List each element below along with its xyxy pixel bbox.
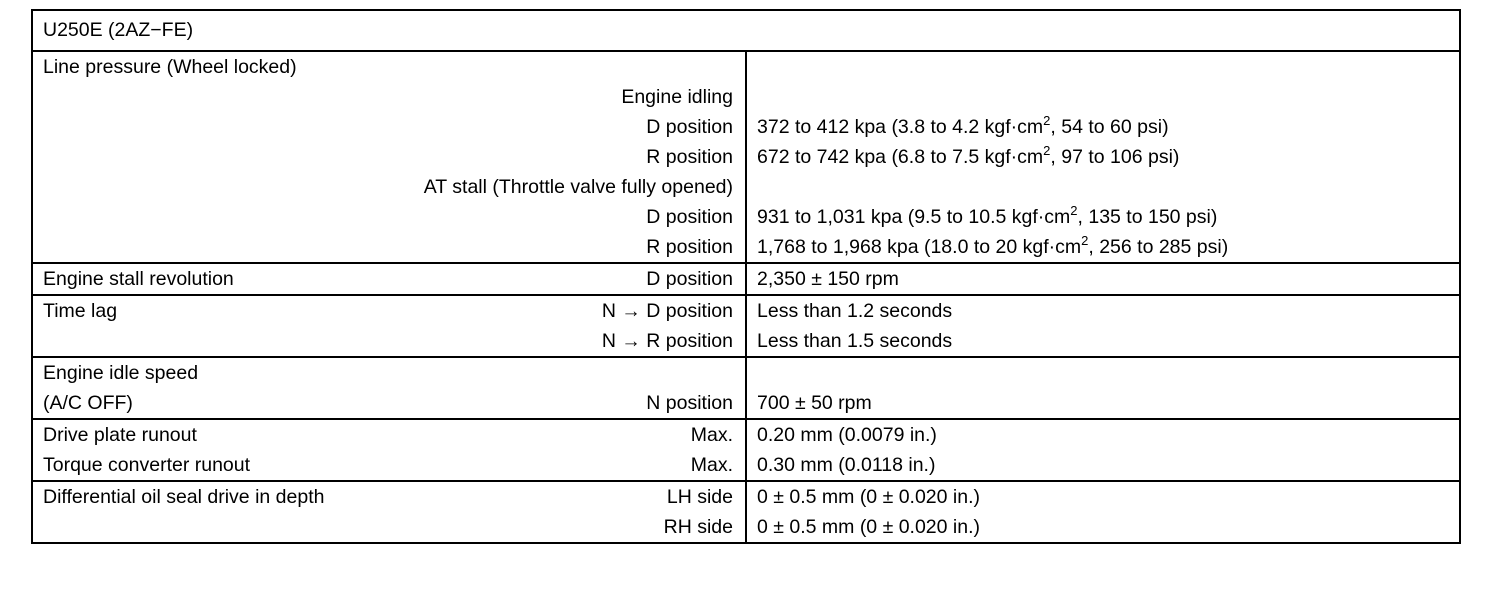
row-value: 0 ± 0.5 mm (0 ± 0.020 in.) (757, 516, 980, 538)
table-row (33, 450, 745, 480)
row-condition: Engine idling (621, 86, 733, 108)
row-condition: D position (646, 268, 733, 290)
table-row (33, 326, 745, 356)
row-value: 372 to 412 kpa (3.8 to 4.2 $kgf\cdot cm^2$, 54 to 60 psi) (757, 113, 1169, 138)
row-label: Drive plate runout (43, 424, 197, 446)
table-row (33, 112, 745, 142)
row-label: Torque converter runout (43, 454, 251, 476)
row-condition: D position (646, 116, 733, 138)
row-value: Less than 1.2 seconds (757, 300, 953, 322)
row-label: Engine stall revolution (43, 268, 234, 290)
table-row (33, 142, 745, 172)
row-value: Less than 1.5 seconds (757, 330, 953, 352)
section-time-lag (32, 295, 1460, 357)
row-value: 0 ± 0.5 mm (0 ± 0.020 in.) (757, 486, 980, 508)
row-condition: RH side (663, 516, 733, 538)
row-value: 931 to 1,031 kpa (9.5 to 10.5 $kgf\cdot cm^2$, 135 to 150 psi) (757, 203, 1218, 228)
row-value: 2,350 ± 150 rpm (757, 268, 899, 290)
table-row (33, 202, 745, 232)
row-label: Line pressure (Wheel locked) (43, 56, 297, 78)
section-engine-stall (32, 263, 1460, 295)
row-value: 1,768 to 1,968 kpa (18.0 to 20 $kgf\cdot cm^2$, 256 to 285 psi) (757, 233, 1229, 258)
section-oil-seal (32, 481, 1460, 543)
row-value (757, 172, 1459, 202)
row-value (757, 82, 1459, 112)
table-title: U250E (2AZ−FE) (32, 10, 1460, 51)
row-condition: D position (646, 206, 733, 228)
table-row (33, 232, 745, 262)
table-row (33, 358, 745, 388)
row-value: 700 ± 50 rpm (757, 392, 872, 414)
table-row (33, 482, 745, 512)
row-condition: Max. (690, 424, 733, 446)
row-condition: R position (646, 236, 733, 258)
row-condition: Max. (690, 454, 733, 476)
table-row (33, 264, 745, 294)
title-row (32, 10, 1460, 51)
row-label: Time lag (43, 300, 118, 322)
section-line-pressure (32, 51, 1460, 263)
table-row (33, 82, 745, 112)
row-label: Differential oil seal drive in depth (43, 486, 325, 508)
row-value: 0.20 mm (0.0079 in.) (757, 424, 937, 446)
row-condition: LH side (666, 486, 733, 508)
table-row (33, 172, 745, 202)
row-value (757, 358, 1459, 388)
table-row (33, 388, 745, 418)
row-condition: AT stall (Throttle valve fully opened) (423, 176, 733, 198)
row-condition: N → R position (601, 330, 733, 352)
row-label: (A/C OFF) (43, 392, 133, 414)
row-value (757, 52, 1459, 82)
spec-table (31, 9, 1461, 544)
row-condition: N → D position (601, 300, 733, 322)
table-row (33, 512, 745, 542)
row-condition: N position (646, 392, 733, 414)
row-value: 0.30 mm (0.0118 in.) (757, 454, 936, 476)
table-row (33, 420, 745, 450)
row-condition: R position (646, 146, 733, 168)
section-idle-speed (32, 357, 1460, 419)
table-row (33, 52, 745, 82)
table-row (33, 296, 745, 326)
row-value: 672 to 742 kpa (6.8 to 7.5 $kgf\cdot cm^2$, 97 to 106 psi) (757, 143, 1180, 168)
row-label: Engine idle speed (43, 362, 199, 384)
section-runout (32, 419, 1460, 481)
